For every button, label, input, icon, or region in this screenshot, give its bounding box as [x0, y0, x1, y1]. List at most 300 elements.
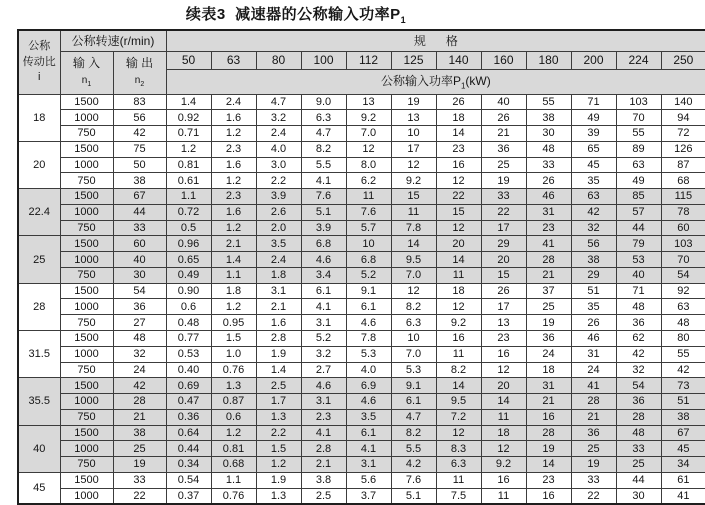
power-value-size-80: 1.2: [256, 457, 301, 473]
input-speed-cell: 1000: [60, 394, 113, 410]
power-value-size-125: 12: [391, 283, 436, 299]
power-value-size-100: 6.1: [301, 283, 346, 299]
input-speed-cell: 1500: [60, 283, 113, 299]
input-speed-cell: 1500: [60, 472, 113, 488]
input-speed-cell: 750: [60, 362, 113, 378]
output-speed-cell: 27: [113, 315, 166, 331]
power-value-size-50: 0.71: [166, 126, 211, 142]
table-row: [18, 204, 705, 220]
power-value-size-250: 51: [661, 394, 705, 410]
power-value-size-180: 46: [526, 189, 571, 205]
power-value-size-200: 26: [571, 315, 616, 331]
power-value-size-112: 11: [346, 189, 391, 205]
table-body: [18, 94, 705, 504]
power-value-size-200: 21: [571, 409, 616, 425]
power-value-size-160: 12: [481, 362, 526, 378]
power-value-size-100: 5.1: [301, 204, 346, 220]
output-speed-cell: 19: [113, 457, 166, 473]
power-value-size-140: 12: [436, 220, 481, 236]
power-value-size-80: 1.6: [256, 315, 301, 331]
input-speed-cell: 750: [60, 173, 113, 189]
power-value-size-125: 7.6: [391, 472, 436, 488]
power-value-size-125: 11: [391, 204, 436, 220]
power-value-size-112: 13: [346, 94, 391, 110]
size-header-row: [18, 51, 705, 69]
power-value-size-180: 23: [526, 220, 571, 236]
output-speed-cell: 25: [113, 441, 166, 457]
power-value-size-112: 6.2: [346, 173, 391, 189]
power-value-size-250: 55: [661, 346, 705, 362]
output-speed-cell: 33: [113, 220, 166, 236]
power-value-size-180: 24: [526, 346, 571, 362]
ratio-cell-45: 45: [18, 472, 60, 504]
power-value-size-50: 1.1: [166, 189, 211, 205]
power-value-size-100: 2.1: [301, 457, 346, 473]
power-value-size-200: 19: [571, 457, 616, 473]
power-value-size-160: 22: [481, 204, 526, 220]
power-value-size-160: 25: [481, 157, 526, 173]
power-value-size-112: 6.9: [346, 378, 391, 394]
power-value-size-80: 2.8: [256, 330, 301, 346]
power-value-size-250: 45: [661, 441, 705, 457]
ratio-cell-25: 25: [18, 236, 60, 283]
power-value-size-140: 18: [436, 110, 481, 126]
output-speed-cell: 30: [113, 267, 166, 283]
input-speed-cell: 1500: [60, 94, 113, 110]
power-value-size-140: 15: [436, 204, 481, 220]
output-speed-cell: 38: [113, 425, 166, 441]
power-value-size-112: 8.0: [346, 157, 391, 173]
power-value-size-140: 22: [436, 189, 481, 205]
ratio-cell-20: 20: [18, 141, 60, 188]
power-value-size-180: 30: [526, 126, 571, 142]
power-value-size-125: 10: [391, 330, 436, 346]
power-value-size-50: 0.61: [166, 173, 211, 189]
power-value-size-140: 12: [436, 173, 481, 189]
output-speed-cell: 38: [113, 173, 166, 189]
power-value-size-160: 26: [481, 283, 526, 299]
table-row: [18, 346, 705, 362]
output-speed-cell: 42: [113, 378, 166, 394]
input-speed-cell: 750: [60, 409, 113, 425]
output-speed-cell: 36: [113, 299, 166, 315]
power-value-size-63: 2.3: [211, 189, 256, 205]
ratio-cell-31.5: 31.5: [18, 330, 60, 377]
output-speed-cell: 67: [113, 189, 166, 205]
power-value-size-112: 5.6: [346, 472, 391, 488]
power-value-size-180: 55: [526, 94, 571, 110]
power-value-size-50: 1.4: [166, 94, 211, 110]
power-value-size-160: 18: [481, 425, 526, 441]
power-value-size-224: 55: [616, 126, 661, 142]
power-value-size-160: 14: [481, 394, 526, 410]
power-value-size-160: 15: [481, 267, 526, 283]
power-value-size-80: 1.9: [256, 472, 301, 488]
power-value-size-200: 39: [571, 126, 616, 142]
input-speed-cell: 1000: [60, 157, 113, 173]
power-value-size-224: 54: [616, 378, 661, 394]
power-value-size-63: 2.4: [211, 94, 256, 110]
power-value-size-63: 1.3: [211, 378, 256, 394]
power-value-size-125: 7.8: [391, 220, 436, 236]
power-value-size-112: 4.0: [346, 362, 391, 378]
size-header-80: 80: [256, 51, 301, 69]
input-speed-cell: 750: [60, 267, 113, 283]
power-value-size-140: 16: [436, 330, 481, 346]
power-value-size-112: 4.6: [346, 315, 391, 331]
power-value-size-125: 4.2: [391, 457, 436, 473]
power-value-size-50: 0.64: [166, 425, 211, 441]
power-value-size-100: 2.8: [301, 441, 346, 457]
power-value-size-112: 6.1: [346, 299, 391, 315]
input-speed-cell: 750: [60, 457, 113, 473]
power-value-size-125: 17: [391, 141, 436, 157]
input-speed-cell: 1000: [60, 204, 113, 220]
table-row: [18, 220, 705, 236]
output-label: 输 出: [125, 56, 154, 71]
power-value-size-112: 3.5: [346, 409, 391, 425]
output-speed-cell: 32: [113, 346, 166, 362]
power-value-size-200: 51: [571, 283, 616, 299]
power-value-size-50: 0.34: [166, 457, 211, 473]
power-value-size-180: 19: [526, 315, 571, 331]
power-value-size-180: 18: [526, 362, 571, 378]
power-value-size-63: 0.76: [211, 362, 256, 378]
output-speed-cell: 60: [113, 236, 166, 252]
power-value-size-80: 2.4: [256, 252, 301, 268]
power-value-size-112: 4.1: [346, 441, 391, 457]
size-header-125: 125: [391, 51, 436, 69]
power-value-size-63: 1.1: [211, 267, 256, 283]
power-value-size-250: 42: [661, 362, 705, 378]
power-value-size-224: 85: [616, 189, 661, 205]
power-value-size-250: 54: [661, 267, 705, 283]
power-value-size-224: 44: [616, 472, 661, 488]
ratio-cell-35.5: 35.5: [18, 378, 60, 425]
power-value-size-140: 12: [436, 299, 481, 315]
power-value-size-224: 70: [616, 110, 661, 126]
power-header: [166, 69, 705, 94]
output-symbol: $n_2$: [134, 75, 145, 89]
power-value-size-180: 14: [526, 457, 571, 473]
output-speed-cell: 44: [113, 204, 166, 220]
power-value-size-140: 14: [436, 252, 481, 268]
header-row-top: [18, 30, 705, 51]
power-value-size-200: 46: [571, 330, 616, 346]
power-value-size-140: 11: [436, 267, 481, 283]
spec-header: 规 格: [166, 30, 705, 51]
power-value-size-140: 7.2: [436, 409, 481, 425]
power-value-size-200: 35: [571, 299, 616, 315]
power-value-size-80: 2.6: [256, 204, 301, 220]
power-value-size-200: 42: [571, 204, 616, 220]
power-value-size-80: 2.0: [256, 220, 301, 236]
power-value-size-63: 2.1: [211, 236, 256, 252]
table-row: [18, 126, 705, 142]
power-value-size-160: 33: [481, 189, 526, 205]
power-value-size-125: 4.7: [391, 409, 436, 425]
power-value-size-250: 126: [661, 141, 705, 157]
power-value-size-80: 2.5: [256, 378, 301, 394]
power-value-size-63: 0.68: [211, 457, 256, 473]
ratio-header-line-1: 公称: [28, 40, 51, 53]
power-value-size-224: 32: [616, 362, 661, 378]
input-speed-cell: 1500: [60, 378, 113, 394]
power-value-size-140: 7.5: [436, 488, 481, 504]
size-header-180: 180: [526, 51, 571, 69]
power-value-size-224: 71: [616, 283, 661, 299]
power-value-size-180: 48: [526, 141, 571, 157]
power-value-size-112: 10: [346, 236, 391, 252]
power-value-size-80: 2.1: [256, 299, 301, 315]
power-value-size-160: 21: [481, 126, 526, 142]
power-value-size-112: 12: [346, 141, 391, 157]
power-value-size-224: 33: [616, 441, 661, 457]
power-label-main: 公称输入功率P: [380, 74, 461, 89]
power-value-size-63: 1.6: [211, 204, 256, 220]
page-title-subscript: 1: [400, 15, 407, 25]
power-value-size-63: 1.2: [211, 173, 256, 189]
power-value-size-200: 36: [571, 425, 616, 441]
page-title-main: 续表3 减速器的公称输入功率P: [185, 6, 401, 23]
power-value-size-100: 6.3: [301, 110, 346, 126]
power-value-size-160: 29: [481, 236, 526, 252]
power-value-size-200: 49: [571, 110, 616, 126]
output-speed-cell: 48: [113, 330, 166, 346]
power-value-size-224: 36: [616, 394, 661, 410]
power-value-size-224: 49: [616, 173, 661, 189]
power-value-size-50: 0.53: [166, 346, 211, 362]
power-value-size-50: 0.92: [166, 110, 211, 126]
power-value-size-140: 14: [436, 378, 481, 394]
power-value-size-112: 7.8: [346, 330, 391, 346]
power-value-size-160: 12: [481, 441, 526, 457]
power-value-size-160: 36: [481, 141, 526, 157]
power-value-size-180: 21: [526, 267, 571, 283]
power-value-size-200: 31: [571, 346, 616, 362]
table-row: [18, 441, 705, 457]
input-speed-cell: 1500: [60, 189, 113, 205]
power-value-size-224: 40: [616, 267, 661, 283]
power-value-size-80: 1.3: [256, 409, 301, 425]
power-value-size-80: 3.2: [256, 110, 301, 126]
power-value-size-50: 0.6: [166, 299, 211, 315]
power-value-size-125: 5.5: [391, 441, 436, 457]
power-value-size-63: 1.2: [211, 299, 256, 315]
power-value-size-63: 2.3: [211, 141, 256, 157]
power-value-size-100: 6.8: [301, 236, 346, 252]
power-value-size-80: 3.9: [256, 189, 301, 205]
power-value-size-180: 23: [526, 472, 571, 488]
power-value-size-140: 12: [436, 425, 481, 441]
input-speed-cell: 1000: [60, 488, 113, 504]
input-speed-cell: 1000: [60, 110, 113, 126]
input-speed-cell: 750: [60, 315, 113, 331]
output-speed-cell: 83: [113, 94, 166, 110]
power-value-size-63: 0.87: [211, 394, 256, 410]
input-label: 输 入: [72, 56, 101, 71]
table-row: [18, 157, 705, 173]
power-value-size-200: 35: [571, 173, 616, 189]
power-value-size-250: 94: [661, 110, 705, 126]
power-value-size-200: 38: [571, 252, 616, 268]
power-value-size-100: 3.1: [301, 394, 346, 410]
table-row: [18, 94, 705, 110]
table-row: [18, 394, 705, 410]
power-value-size-250: 68: [661, 173, 705, 189]
power-value-size-63: 1.8: [211, 283, 256, 299]
power-value-size-250: 92: [661, 283, 705, 299]
power-value-size-63: 0.6: [211, 409, 256, 425]
table-row: [18, 236, 705, 252]
table-header: [18, 30, 705, 94]
table-row: [18, 488, 705, 504]
power-value-size-180: 41: [526, 236, 571, 252]
output-speed-cell: 50: [113, 157, 166, 173]
power-value-size-180: 28: [526, 425, 571, 441]
power-value-size-180: 31: [526, 378, 571, 394]
input-speed-cell: 1000: [60, 299, 113, 315]
power-value-size-160: 16: [481, 472, 526, 488]
power-value-size-140: 6.3: [436, 457, 481, 473]
power-value-size-125: 19: [391, 94, 436, 110]
table-row: [18, 457, 705, 473]
table-row: [18, 315, 705, 331]
reducer-power-table: [17, 29, 705, 505]
power-value-size-125: 6.3: [391, 315, 436, 331]
input-speed-cell: 1000: [60, 346, 113, 362]
power-value-size-200: 24: [571, 362, 616, 378]
ratio-header-line-2: 传动比: [22, 55, 56, 68]
power-value-size-160: 23: [481, 330, 526, 346]
power-value-size-160: 11: [481, 409, 526, 425]
power-value-size-125: 8.2: [391, 425, 436, 441]
power-value-size-112: 5.3: [346, 346, 391, 362]
power-value-size-200: 56: [571, 236, 616, 252]
table-row: [18, 267, 705, 283]
size-header-112: 112: [346, 51, 391, 69]
output-speed-cell: 33: [113, 472, 166, 488]
power-label-subscript: 1: [460, 81, 466, 91]
power-value-size-80: 2.2: [256, 173, 301, 189]
power-value-size-63: 0.81: [211, 441, 256, 457]
power-value-size-63: 1.0: [211, 346, 256, 362]
ratio-header-line-3: i: [38, 70, 41, 83]
power-value-size-80: 2.4: [256, 126, 301, 142]
power-value-size-224: 42: [616, 346, 661, 362]
power-value-size-80: 1.3: [256, 488, 301, 504]
power-value-size-100: 7.6: [301, 189, 346, 205]
power-value-size-140: 9.2: [436, 315, 481, 331]
power-value-size-112: 5.2: [346, 267, 391, 283]
power-value-size-125: 7.0: [391, 346, 436, 362]
power-value-size-250: 48: [661, 315, 705, 331]
power-value-size-50: 0.81: [166, 157, 211, 173]
input-symbol: $n_1$: [81, 75, 92, 89]
power-value-size-224: 79: [616, 236, 661, 252]
power-value-size-224: 44: [616, 220, 661, 236]
power-value-size-50: 0.37: [166, 488, 211, 504]
output-speed-cell: 21: [113, 409, 166, 425]
power-value-size-160: 20: [481, 378, 526, 394]
input-speed-cell: 1000: [60, 252, 113, 268]
power-value-size-80: 3.5: [256, 236, 301, 252]
power-value-size-63: 1.4: [211, 252, 256, 268]
power-value-size-63: 1.2: [211, 126, 256, 142]
ratio-cell-22.4: 22.4: [18, 189, 60, 236]
power-value-size-63: 1.2: [211, 425, 256, 441]
power-value-size-224: 30: [616, 488, 661, 504]
power-value-size-50: 0.5: [166, 220, 211, 236]
power-value-size-200: 25: [571, 441, 616, 457]
ratio-column-header: [18, 30, 60, 94]
power-value-size-50: 0.77: [166, 330, 211, 346]
power-value-size-140: 11: [436, 346, 481, 362]
power-value-size-140: 16: [436, 157, 481, 173]
table-row: [18, 252, 705, 268]
table-row: [18, 362, 705, 378]
power-value-size-63: 1.5: [211, 330, 256, 346]
power-value-size-100: 8.2: [301, 141, 346, 157]
power-value-size-224: 62: [616, 330, 661, 346]
power-value-size-112: 4.6: [346, 394, 391, 410]
power-value-size-50: 0.44: [166, 441, 211, 457]
power-value-size-160: 17: [481, 220, 526, 236]
ratio-cell-28: 28: [18, 283, 60, 330]
power-value-size-200: 33: [571, 472, 616, 488]
power-value-size-50: 0.36: [166, 409, 211, 425]
output-speed-cell: 28: [113, 394, 166, 410]
power-value-size-200: 41: [571, 378, 616, 394]
size-header-50: 50: [166, 51, 211, 69]
input-speed-cell: 750: [60, 220, 113, 236]
power-value-size-100: 3.1: [301, 315, 346, 331]
input-speed-cell: 1500: [60, 425, 113, 441]
power-value-size-250: 67: [661, 425, 705, 441]
power-value-size-112: 6.8: [346, 252, 391, 268]
power-value-size-63: 1.2: [211, 220, 256, 236]
power-value-size-140: 11: [436, 472, 481, 488]
input-speed-cell: 1500: [60, 236, 113, 252]
power-value-size-250: 41: [661, 488, 705, 504]
power-value-size-224: 63: [616, 157, 661, 173]
power-value-size-180: 21: [526, 394, 571, 410]
power-value-size-125: 6.1: [391, 394, 436, 410]
power-value-size-50: 1.2: [166, 141, 211, 157]
power-value-size-100: 2.7: [301, 362, 346, 378]
power-value-size-125: 12: [391, 157, 436, 173]
output-speed-cell: 22: [113, 488, 166, 504]
size-header-224: 224: [616, 51, 661, 69]
size-header-200: 200: [571, 51, 616, 69]
power-value-size-250: 60: [661, 220, 705, 236]
power-label-unit: (kW): [465, 74, 491, 89]
power-value-size-224: 28: [616, 409, 661, 425]
power-value-size-140: 14: [436, 126, 481, 142]
power-value-size-100: 5.2: [301, 330, 346, 346]
power-value-size-100: 3.8: [301, 472, 346, 488]
input-speed-cell: 1000: [60, 441, 113, 457]
power-value-size-100: 3.9: [301, 220, 346, 236]
power-value-size-50: 0.90: [166, 283, 211, 299]
power-value-size-125: 9.2: [391, 173, 436, 189]
power-value-size-200: 28: [571, 394, 616, 410]
table-row: [18, 283, 705, 299]
power-value-size-80: 1.4: [256, 362, 301, 378]
power-value-size-125: 9.5: [391, 252, 436, 268]
size-header-160: 160: [481, 51, 526, 69]
table-row: [18, 299, 705, 315]
